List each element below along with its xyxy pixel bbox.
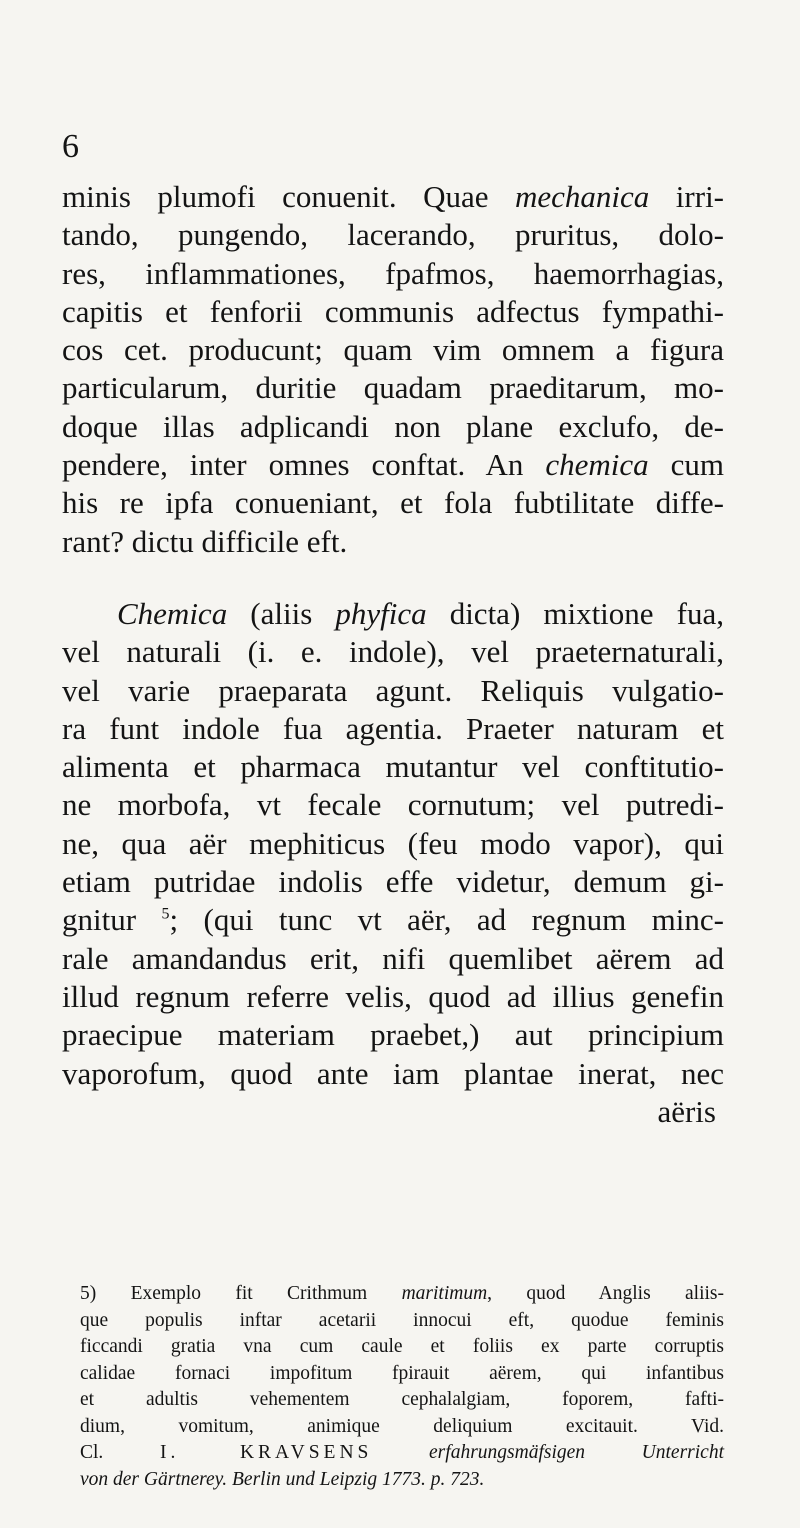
text-line: illud regnum referre velis, quod ad illius genefin	[62, 978, 724, 1014]
text-line: particularum, duritie quadam praeditarum, mo-	[62, 370, 724, 406]
text-line: rant? dictu difficile eft.	[62, 523, 348, 559]
text-line: res, inflammationes, fpafmos, haemorrhagias,	[62, 255, 724, 291]
text-line: vel varie praeparata agunt. Reliquis vulgatio-	[62, 672, 724, 708]
text-line: his re ipfa conueniant, et fola fubtilitate diffe-	[62, 485, 724, 521]
text-line: capitis et fenforii communis adfectus fympathi-	[62, 293, 724, 329]
text-line: ne, qua aër mephiticus (feu modo vapor), qui	[62, 825, 724, 861]
footnote-line: que populis inftar acetarii innocui eft, quodue feminis	[80, 1309, 724, 1331]
main-text	[62, 178, 724, 1131]
text-line: tando, pungendo, lacerando, pruritus, dolo-	[62, 217, 724, 253]
text-line: etiam putridae indolis effe videtur, demum gi-	[62, 864, 724, 900]
text-line: gnitur $^5$; (qui tunc vt aër, ad regnum minc-	[62, 902, 724, 938]
page-number: 6	[62, 128, 79, 165]
footnote-marker: 5)	[80, 1283, 97, 1304]
footnote-line: von der Gärtnerey. Berlin und Leipzig 1773. p. 723.	[80, 1468, 485, 1490]
footnote-line: et adultis vehementem cephalalgiam, foporem, fafti-	[80, 1389, 724, 1410]
text-line: Chemica (aliis phyfica dicta) mixtione fua,	[117, 595, 724, 631]
footnote-line: ficcandi gratia vna cum caule et foliis ex parte corruptis	[80, 1336, 724, 1357]
text-line: praecipue materiam praebet,) aut principium	[62, 1017, 724, 1053]
text-line: vaporofum, quod ante iam plantae inerat, nec	[62, 1055, 724, 1091]
text-line: cos cet. producunt; quam vim omnem a figura	[62, 332, 724, 368]
text-line: ra funt indole fua agentia. Praeter naturam et	[62, 710, 724, 746]
text-line: minis plumofi conuenit. Quae mechanica irri-	[62, 179, 725, 214]
footnote-line: dium, vomitum, animique deliquium excitauit. Vid.	[80, 1415, 724, 1437]
footnote	[80, 1281, 724, 1493]
cited-author: I. KRAVSENS	[159, 1442, 373, 1463]
text-line: ne morbofa, vt fecale cornutum; vel putredi-	[62, 787, 724, 823]
footnote-line: 5) Exemplo fit Crithmum maritimum, quod Anglis aliis-	[80, 1283, 725, 1304]
footnote-reference: 5	[161, 906, 170, 924]
text-line: rale amandandus erit, nifi quemlibet aërem ad	[62, 940, 724, 976]
footnote-line: calidae fornaci impofitum fpirauit aërem, qui infantibus	[80, 1362, 724, 1384]
text-line: pendere, inter omnes conftat. An chemica cum	[62, 447, 725, 483]
text-line: doque illas adplicandi non plane exclufo, de-	[62, 408, 724, 444]
footnote-line: Cl. I. KRAVSENS erfahrungsmäfsigen Unterricht	[80, 1442, 724, 1463]
text-line: alimenta et pharmaca mutantur vel conftitutio-	[62, 749, 724, 785]
catchword: aëris	[657, 1093, 716, 1129]
text-line: vel naturali (i. e. indole), vel praeternaturali,	[62, 634, 724, 670]
